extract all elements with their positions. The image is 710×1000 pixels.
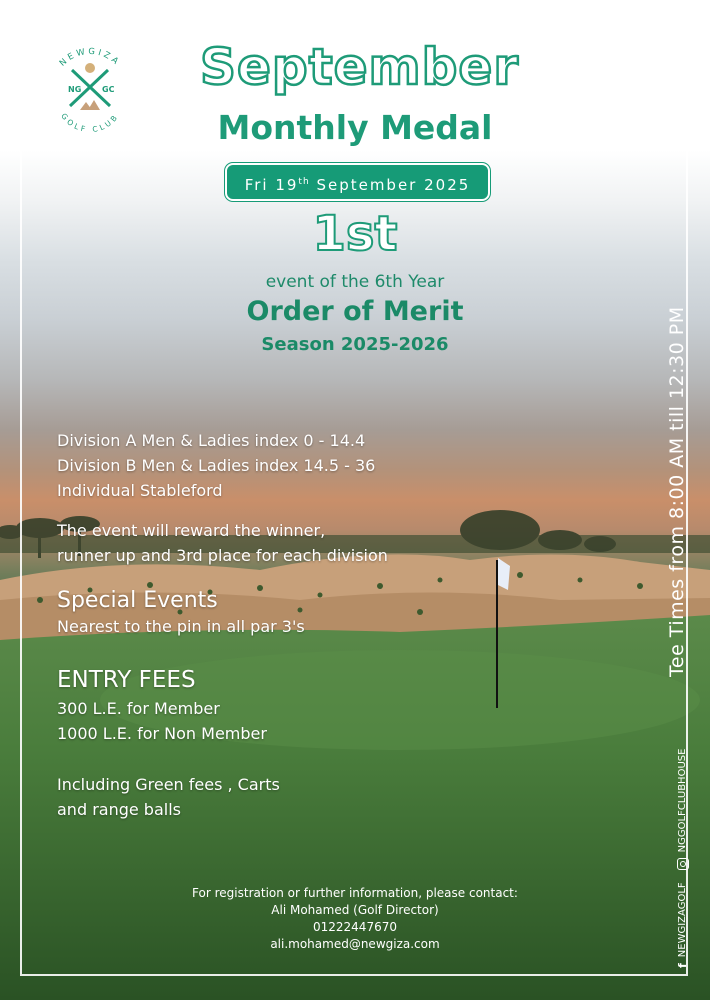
reward-line-2: runner up and 3rd place for each division xyxy=(57,546,388,565)
date-suffix: th xyxy=(298,177,310,187)
poster-subtitle: Monthly Medal xyxy=(217,108,493,147)
format: Individual Stableford xyxy=(57,481,223,500)
facebook-icon: f xyxy=(676,963,689,968)
svg-text:NG: NG xyxy=(68,85,82,94)
special-events-text: Nearest to the pin in all par 3's xyxy=(57,617,305,636)
entry-fees-heading: ENTRY FEES xyxy=(57,667,196,693)
reward-line-1: The event will reward the winner, xyxy=(57,521,326,540)
instagram-icon xyxy=(677,858,689,870)
fee-member: 300 L.E. for Member xyxy=(57,699,220,718)
contact-phone[interactable]: 01222447670 xyxy=(313,920,397,934)
date-day: Fri 19 xyxy=(244,176,299,194)
svg-text:NEWGIZA: NEWGIZA xyxy=(57,46,123,69)
svg-text:GC: GC xyxy=(102,85,115,94)
entry-fees-list xyxy=(57,696,267,746)
date-rest: September 2025 xyxy=(316,176,471,194)
order-of-merit-heading: Order of Merit xyxy=(246,296,464,327)
event-rank: 1st xyxy=(312,206,398,262)
event-date-badge xyxy=(225,163,490,201)
instagram-handle[interactable]: NGGOLFCLUBHOUSE xyxy=(677,748,688,853)
social-handles xyxy=(676,749,689,968)
facebook-handle[interactable]: NEWGIZAGOLF xyxy=(677,882,688,958)
contact-email[interactable]: ali.mohamed@newgiza.com xyxy=(270,937,440,951)
inclusions-line-1: Including Green fees , Carts xyxy=(57,775,280,794)
divisions-block xyxy=(57,428,375,503)
season-label: Season 2025-2026 xyxy=(261,334,449,355)
special-events-heading: Special Events xyxy=(57,588,218,613)
fee-non-member: 1000 L.E. for Non Member xyxy=(57,724,267,743)
contact-name: Ali Mohamed (Golf Director) xyxy=(271,903,439,917)
inclusions xyxy=(57,772,280,822)
division-a: Division A Men & Ladies index 0 - 14.4 xyxy=(57,431,366,450)
division-b: Division B Men & Ladies index 14.5 - 36 xyxy=(57,456,376,475)
contact-intro: For registration or further information, please contact: xyxy=(192,886,518,900)
contact-block xyxy=(180,885,530,953)
inclusions-line-2: and range balls xyxy=(57,800,181,819)
poster-title: September xyxy=(200,38,519,96)
reward-block xyxy=(57,518,388,568)
newgiza-golf-club-logo xyxy=(40,40,140,140)
tee-times: Tee Times from 8:00 AM till 12:30 PM xyxy=(666,306,688,677)
event-year-line: event of the 6th Year xyxy=(265,272,445,292)
svg-text:GOLF CLUB: GOLF CLUB xyxy=(59,111,121,135)
